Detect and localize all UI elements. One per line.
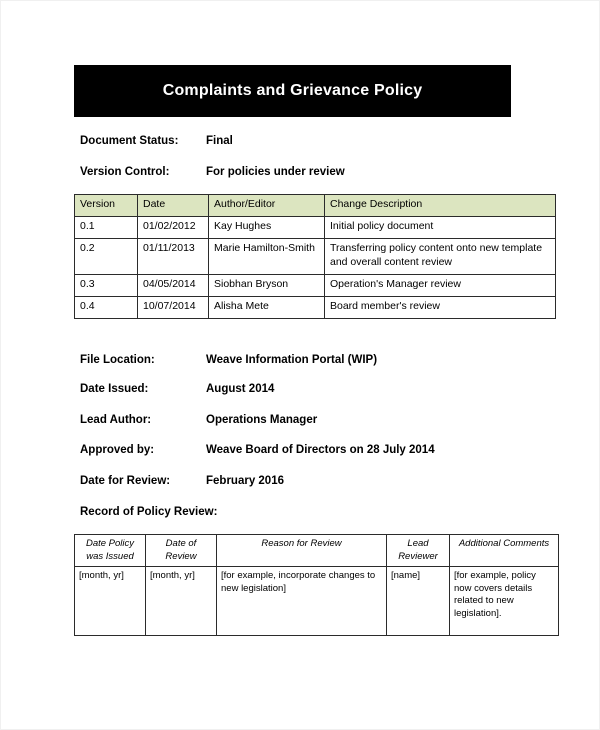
table-row — [75, 239, 556, 275]
cell-additional-comments: [for example, policy now covers details related to new legislation]. — [450, 567, 559, 636]
meta-label-approved-by: Approved by: — [80, 444, 155, 456]
cell-date-of-review: [month, yr] — [146, 567, 217, 636]
column-header-reason-for-review: Reason for Review — [217, 535, 387, 567]
cell-author: Alisha Mete — [209, 297, 325, 319]
meta-label-date-issued: Date Issued: — [80, 383, 149, 395]
table-row — [75, 217, 556, 239]
table-row — [75, 567, 559, 636]
meta-label-file-location: File Location: — [80, 354, 155, 366]
column-header-version: Version — [75, 195, 138, 217]
meta-row-file-location — [80, 352, 510, 368]
meta-row-date-for-review — [80, 473, 510, 489]
cell-author: Marie Hamilton-Smith — [209, 239, 325, 275]
cell-version: 0.2 — [75, 239, 138, 275]
meta-value-lead-author: Operations Manager — [206, 414, 318, 426]
meta-row-version-control — [80, 164, 510, 180]
meta-label-date-for-review: Date for Review: — [80, 475, 171, 487]
table-header-row — [75, 535, 559, 567]
cell-version: 0.4 — [75, 297, 138, 319]
column-header-change-description: Change Description — [325, 195, 556, 217]
meta-row-approved-by — [80, 442, 510, 458]
cell-date: 04/05/2014 — [138, 275, 209, 297]
cell-description: Transferring policy content onto new template and overall content review — [325, 239, 556, 275]
table-row — [75, 275, 556, 297]
table-header-row — [75, 195, 556, 217]
meta-value-document-status: Final — [206, 135, 233, 147]
column-header-date-of-review: Date of Review — [146, 535, 217, 567]
cell-date: 01/02/2012 — [138, 217, 209, 239]
meta-value-version-control: For policies under review — [206, 166, 345, 178]
meta-label-document-status: Document Status: — [80, 135, 179, 147]
section-heading-record-of-policy-review: Record of Policy Review: — [80, 506, 218, 518]
column-header-date: Date — [138, 195, 209, 217]
column-header-lead-reviewer: Lead Reviewer — [387, 535, 450, 567]
cell-lead-reviewer: [name] — [387, 567, 450, 636]
cell-reason-for-review: [for example, incorporate changes to new legislation] — [217, 567, 387, 636]
meta-row-date-issued — [80, 381, 510, 397]
cell-description: Board member's review — [325, 297, 556, 319]
cell-date-policy-issued: [month, yr] — [75, 567, 146, 636]
meta-label-version-control: Version Control: — [80, 166, 170, 178]
cell-version: 0.3 — [75, 275, 138, 297]
policy-review-record-table — [74, 534, 559, 636]
meta-value-date-issued: August 2014 — [206, 383, 275, 395]
meta-label-lead-author: Lead Author: — [80, 414, 152, 426]
column-header-additional-comments: Additional Comments — [450, 535, 559, 567]
meta-value-approved-by: Weave Board of Directors on 28 July 2014 — [206, 444, 435, 456]
column-header-author-editor: Author/Editor — [209, 195, 325, 217]
cell-date: 01/11/2013 — [138, 239, 209, 275]
document-title-banner — [74, 65, 511, 117]
page-title: Complaints and Grievance Policy — [162, 82, 423, 99]
cell-date: 10/07/2014 — [138, 297, 209, 319]
meta-value-date-for-review: February 2016 — [206, 475, 284, 487]
version-history-table — [74, 194, 556, 319]
cell-version: 0.1 — [75, 217, 138, 239]
column-header-date-policy-issued: Date Policy was Issued — [75, 535, 146, 567]
table-row — [75, 297, 556, 319]
cell-description: Operation's Manager review — [325, 275, 556, 297]
meta-value-file-location: Weave Information Portal (WIP) — [206, 354, 378, 366]
cell-author: Siobhan Bryson — [209, 275, 325, 297]
meta-row-lead-author — [80, 412, 510, 428]
cell-description: Initial policy document — [325, 217, 556, 239]
meta-row-document-status — [80, 133, 510, 149]
cell-author: Kay Hughes — [209, 217, 325, 239]
